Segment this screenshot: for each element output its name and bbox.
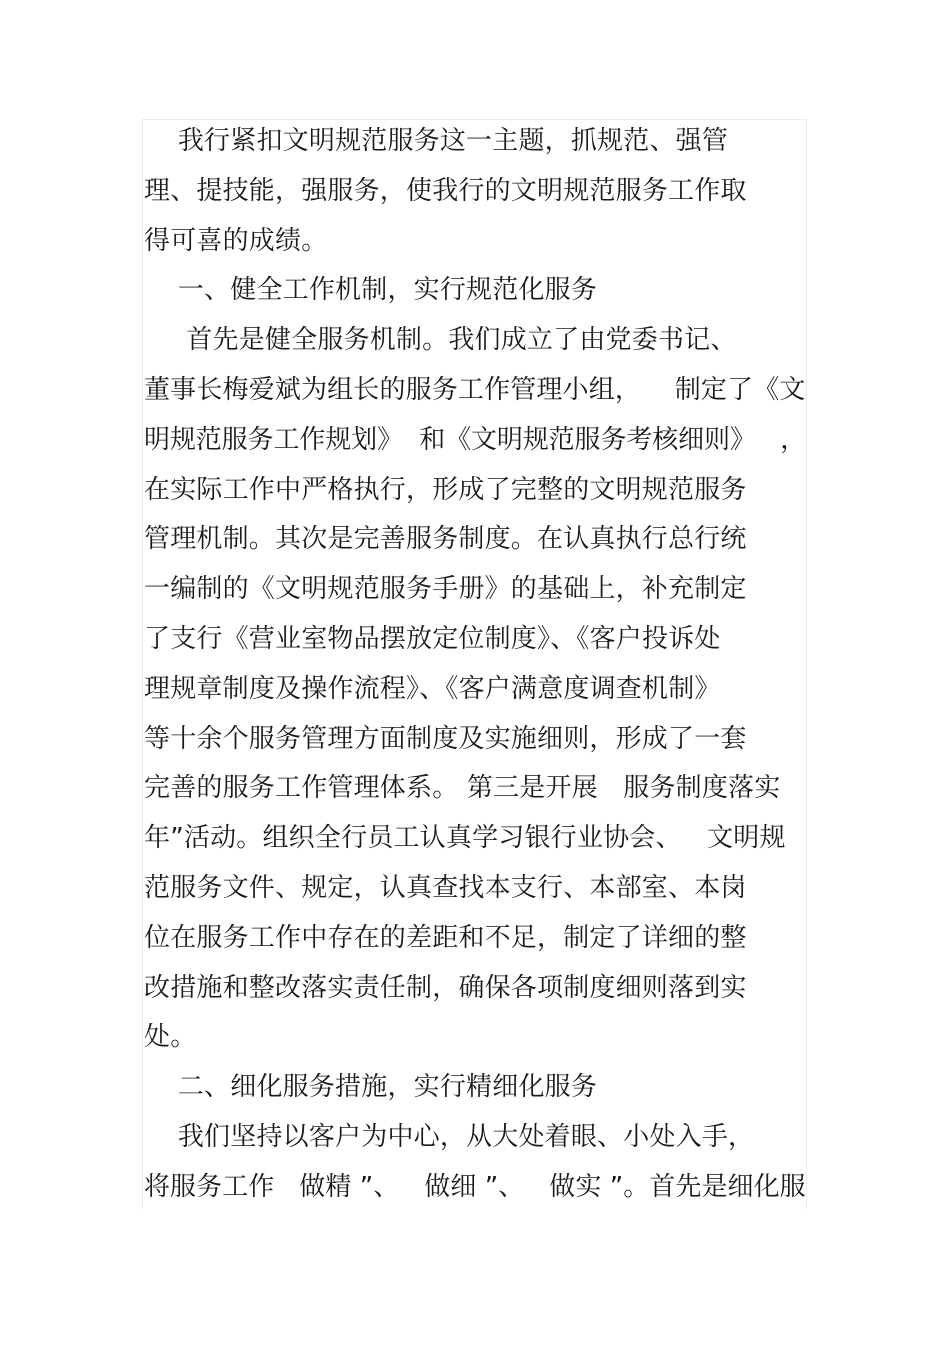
text-line: 得可喜的成绩。 (144, 225, 328, 256)
text-line: 完善的服务工作管理体系。 第三是开展 服务制度落实 (144, 773, 781, 804)
text-line: 将服务工作 做精 ”、 做细 ”、 做实 ”。首先是细化服 (144, 1171, 806, 1202)
text-line: 我们坚持以客户为中心，从大处着眼、小处入手， (144, 1122, 755, 1152)
text-line: 等十余个服务管理方面制度及实施细则，形成了一套 (144, 723, 747, 754)
text-line: 理、提技能，强服务，使我行的文明规范服务工作取 (144, 175, 747, 206)
text-line: 首先是健全服务机制。我们成立了由党委书记、 (144, 325, 737, 356)
text-line: 理规章制度及操作流程》、《客户满意度调查机制》 (144, 673, 721, 704)
text-line: 董事长梅爱斌为组长的服务工作管理小组， 制定了《文 (144, 375, 806, 405)
text-line: 二、细化服务措施，实行精细化服务 (144, 1072, 598, 1103)
text-line: 一编制的《文明规范服务手册》的基础上，补充制定 (144, 574, 747, 605)
text-line: 在实际工作中严格执行，形成了完整的文明规范服务 (144, 474, 747, 505)
text-line: 了支行《营业室物品摆放定位制度》、《客户投诉处 (144, 624, 721, 654)
text-line: 位在服务工作中存在的差距和不足，制定了详细的整 (144, 922, 747, 953)
text-line: 处。 (144, 1022, 197, 1053)
text-line: 范服务文件、规定，认真查找本支行、本部室、本岗 (144, 873, 747, 903)
text-line: 管理机制。其次是完善服务制度。在认真执行总行统 (144, 524, 747, 555)
text-line: 改措施和整改落实责任制，确保各项制度细则落到实 (144, 972, 747, 1003)
text-line: 一、健全工作机制，实行规范化服务 (144, 275, 598, 306)
text-line: 明规范服务工作规划》 和《文明规范服务考核细则》 ， (144, 424, 807, 455)
text-line: 我行紧扣文明规范服务这一主题，抓规范、强管 (144, 126, 729, 156)
text-line: 年”活动。组织全行员工认真学习银行业协会、 文明规 (144, 823, 786, 854)
